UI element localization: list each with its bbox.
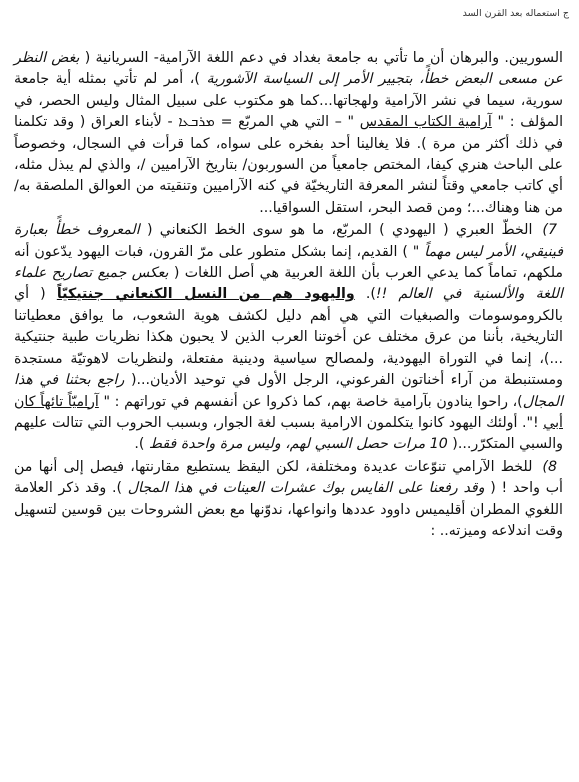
p2-text-7: ). bbox=[134, 436, 145, 453]
p2-italic-note-4: 10 مرات حصل السبي لهم، وليس مرة واحدة فقط bbox=[148, 436, 448, 453]
p2-italic-note-1: المعروف خطأً بعبارة فينيقي، الأمر ليس مهماً bbox=[14, 222, 563, 260]
p2-text-4: ( أي بالكروموسومات والصبغيات التي هي أهم دليل لكشف هوية الشعوب، ما يوافق معطياتنا التاريخية، بأننا من عرق مختلف عن أخوتنا العرب الذين لا يحبون هكذا نظريات طبية جنتيكية ...)، إنما في التوراة اليهودية، ولمصالح سياسية ودينية مفتعلة، ولنظريات لاهوتيّة مستجدة ومستنبطة من آراء أخناتون الفرعوني، الرجل الأول في توحيد الأديان...( bbox=[14, 286, 563, 389]
p2-text-6: !". أولئك اليهود كانوا يتكلمون الارامية بسبب لغة الجوار، وبسبب الحروب التي تتالت عليهم والسبي المتكرّر...( bbox=[14, 414, 563, 453]
p3-italic-note: وقد رفعنا على الفايس بوك عشرات العينات في هذا المجال bbox=[127, 480, 485, 497]
p2-text-1: الخطّ العبري ( اليهودي ) المربّع، ما هو سوى الخط الكنعاني ( bbox=[146, 222, 533, 239]
p2-underlined-quote: آراميّاً تائهاً كان أبي bbox=[14, 393, 563, 431]
p2-text-2: " ) القديم، إنما بشكل متطور على مرّ القرون، فبات اليهود يدّعون أنه ملكهم، تماماً كما يدعي العرب بأن اللغة العربية هي أصل اللغات ( bbox=[14, 243, 564, 282]
document-body bbox=[14, 48, 563, 543]
p3-text-2: ). وقد ذكر العلامة اللغوي المطران أقليميس داوود عددها وانواعها، ندوّنها مع بعض الشروحات بين قوسين لتسهيل وقت اندلاعه وميزته.. : bbox=[14, 480, 563, 539]
p2-text-5: )، راحوا ينادون بآرامية خاصة بهم، كما ذكروا عن أنفسهم في توراتهم : " bbox=[103, 393, 523, 410]
p3-text-1: للخط الآرامي تنوّعات عديدة ومختلفة، لكن اليقظ يستطيع مقارنتها، فيصل إلى أنها من أب واحد ! ( bbox=[14, 458, 563, 497]
paragraph-1 bbox=[14, 48, 563, 219]
p1-text-1: السوريين. والبرهان أن ما تأتي به جامعة بغداد في دعم اللغة الآرامية- السريانية ( bbox=[84, 50, 564, 66]
p2-italic-note-3: راجع بحثنا في هذا المجال bbox=[14, 372, 563, 410]
paragraph-7 bbox=[14, 220, 563, 455]
p1-italic-note: بغض النظر عن مسعى البعض خطأً، بتجيير الأمر إلى السياسة الآشورية bbox=[14, 50, 564, 88]
p1-text-2: )، أمر لم تأتي بمثله أية جامعة سورية، سيما في نشر الآرامية ولهجاتها...كما هو مكتوب على سبيل المثال وليس الحصر، في المؤلف : " bbox=[14, 71, 564, 131]
item-number-8: 8) bbox=[542, 458, 557, 475]
p2-text-3: ). bbox=[354, 286, 376, 303]
p1-text-4: - لأبناء العراق ( وقد تكلمنا في ذلك أكثر من مرة ). فلا يغالينا أحد بفخره على سواه، كما قرأت في السجال، وخصوصاً على الباحث هنري كيفا، المختص جامعياً من السوربون/ بتاريخ الآراميين /، والذي لم يبذل مثله، أي كاتب جامعي وقتاً لنشر المعرفة التاريخيّة في كنه الآراميين وتنقيته من العوالق الملصقة به/ من هنا وهناك...؛ ومن قصد البحر، استقل السواقيا... bbox=[14, 114, 563, 216]
running-header: ج استعماله بعد القرن السد bbox=[462, 8, 569, 19]
p1-book-title: آرامية الكتاب المقدس bbox=[359, 114, 492, 131]
p2-italic-note-2: بعكس جميع تصاريح علماء اللغة والألسنية في العالم !! bbox=[14, 265, 564, 303]
item-number-7: 7) bbox=[542, 222, 557, 239]
p1-syriac-word: ܡܪܒܥܐ bbox=[178, 114, 215, 131]
p1-text-3: " – التي هي المربّع = bbox=[220, 114, 355, 131]
p2-bold-underlined-claim: واليهود هم من النسل الكنعاني جنتيكيّاً bbox=[56, 286, 355, 303]
paragraph-8 bbox=[14, 457, 563, 543]
